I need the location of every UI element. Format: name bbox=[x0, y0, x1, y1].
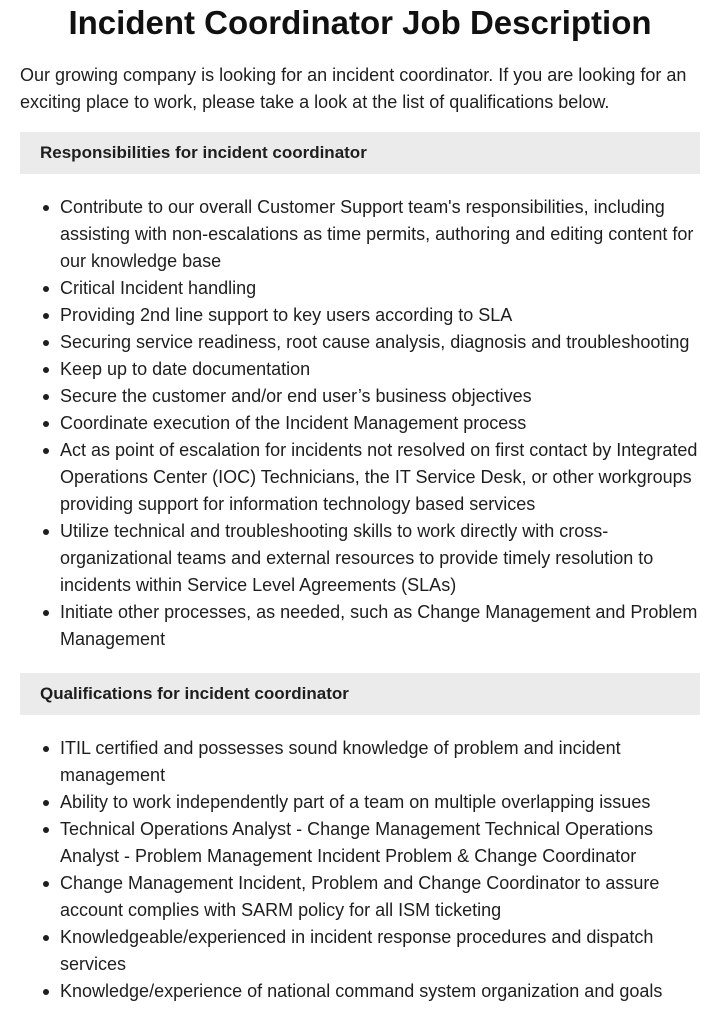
list-item: Change Management Incident, Problem and Change Coordinator to assure account complies with SARM policy for all ISM ticketing bbox=[60, 870, 700, 924]
page-title: Incident Coordinator Job Description bbox=[68, 4, 652, 41]
qualifications-list bbox=[20, 735, 700, 1005]
list-item: Initiate other processes, as needed, such as Change Management and Problem Management bbox=[60, 599, 700, 653]
list-item: Securing service readiness, root cause analysis, diagnosis and troubleshooting bbox=[60, 329, 700, 356]
intro-paragraph: Our growing company is looking for an incident coordinator. If you are looking for an exciting place to work, please take a look at the list of qualifications below. bbox=[20, 65, 687, 112]
list-item: Utilize technical and troubleshooting skills to work directly with cross-organizational teams and external resources to provide timely resolution to incidents within Service Level Agreements (SLAs) bbox=[60, 518, 700, 599]
list-item: ITIL certified and possesses sound knowledge of problem and incident management bbox=[60, 735, 700, 789]
list-item: Knowledgeable/experienced in incident response procedures and dispatch services bbox=[60, 924, 700, 978]
list-item: Act as point of escalation for incidents not resolved on first contact by Integrated Operations Center (IOC) Technicians, the IT Service Desk, or other workgroups providing support for information technology based services bbox=[60, 437, 700, 518]
list-item: Keep up to date documentation bbox=[60, 356, 700, 383]
list-item: Contribute to our overall Customer Support team's responsibilities, including assisting with non-escalations as time permits, authoring and editing content for our knowledge base bbox=[60, 194, 700, 275]
list-item: Coordinate execution of the Incident Management process bbox=[60, 410, 700, 437]
list-item: Secure the customer and/or end user’s business objectives bbox=[60, 383, 700, 410]
list-item: Ability to work independently part of a team on multiple overlapping issues bbox=[60, 789, 700, 816]
list-item: Knowledge/experience of national command system organization and goals bbox=[60, 978, 700, 1005]
list-item: Providing 2nd line support to key users according to SLA bbox=[60, 302, 700, 329]
qualifications-heading: Qualifications for incident coordinator bbox=[20, 673, 700, 715]
responsibilities-heading: Responsibilities for incident coordinator bbox=[20, 132, 700, 174]
list-item: Critical Incident handling bbox=[60, 275, 700, 302]
list-item: Technical Operations Analyst - Change Management Technical Operations Analyst - Problem Management Incident Problem & Change Coordinator bbox=[60, 816, 700, 870]
responsibilities-list bbox=[20, 194, 700, 653]
